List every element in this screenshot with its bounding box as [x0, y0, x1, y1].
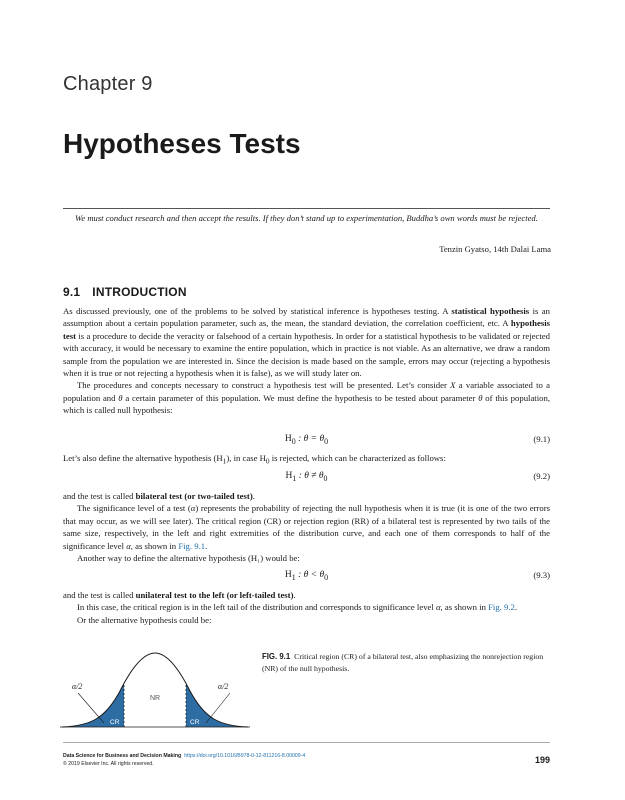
epigraph-rule: [63, 208, 550, 209]
term-hypothesis-test: hypothesis test: [63, 318, 550, 341]
paragraph: The significance level of a test (α) represents the probability of rejecting the null hypothesis when it is true (it is one of the two errors that may occur, as we will see later). The critical region (CR) or rejection region (RR) of a bilateral test is represented by two tails of the same size, respectively, in the left and right extremities of the distribution curve, and each one of them corresponds to half of the significance level α, as shown in Fig. 9.1.: [63, 503, 550, 551]
book-title: Data Science for Business and Decision Making: [63, 753, 182, 759]
epigraph-quote: We must conduct research and then accept the results. If they don’t stand up to experimentation, Buddha’s own words must be rejected.: [75, 213, 538, 223]
paragraph: The procedures and concepts necessary to construct a hypothesis test will be presented. Let’s consider X a variable associated to a population and θ a certain parameter of this population. We must define the hypothesis to be tested about parameter θ of this population, which is called null hypothesis:: [63, 380, 550, 416]
paragraph: Another way to define the alternative hypothesis (H₁) would be:: [77, 553, 300, 564]
doi-link[interactable]: https://doi.org/10.1016/B978-0-12-811216-8.00009-4: [184, 753, 306, 759]
right-pointer: [206, 693, 230, 723]
copyright: © 2019 Elsevier Inc. All rights reserved.: [63, 761, 154, 767]
equation-number: (9.3): [533, 570, 550, 580]
right-cr-label: CR: [190, 719, 200, 726]
term-bilateral-test: bilateral test (or two-tailed test): [135, 491, 253, 501]
equation-9-1: $H_0$ : $\theta = \theta_0$ (9.1): [284, 434, 550, 446]
figure-9-1-graphic: [60, 645, 250, 735]
body-block-1: [63, 305, 550, 417]
fig-9-1-link[interactable]: Fig. 9.1: [178, 540, 206, 551]
body-block-2: [63, 452, 550, 468]
section-heading: [63, 285, 187, 299]
paragraph: In this case, the critical region is in the left tail of the distribution and corresponds to significance level α, as shown in Fig. 9.2.: [77, 602, 518, 613]
chapter-title: Hypotheses Tests: [63, 128, 301, 159]
equation-number: (9.2): [533, 471, 550, 481]
figure-caption: [262, 651, 552, 674]
equation-9-2: $H_1$ : $\theta \ne \theta_0$ (9.2): [285, 471, 550, 483]
footer-info: [63, 752, 305, 768]
paragraph: As discussed previously, one of the problems to be solved by statistical inference is hypotheses testing. A statistical hypothesis is an assumption about a certain population parameter, such as, the mean, the standard deviation, the correlation coefficient, etc. A hypothesis test is a procedure to decide the veracity or falsehood of a certain hypothesis. In order for a statistical hypothesis to be validated or rejected with accuracy, it would be necessary to examine the entire population, which in practice is not viable. As an alternative, we draw a random sample from the population we are interested in. Since the decision is made based on the sample, errors may occur (rejecting a hypothesis when it is true or not rejecting a hypothesis when it is false), as we will study later on.: [63, 306, 550, 379]
page-number: 199: [534, 755, 550, 765]
paragraph: and the test is called bilateral test (or two-tailed test).: [63, 491, 255, 501]
footer-rule: [63, 742, 550, 743]
left-alpha-label: α/2: [72, 682, 83, 691]
paragraph: Or the alternative hypothesis could be:: [77, 614, 212, 625]
fig-9-2-link[interactable]: Fig. 9.2: [488, 602, 515, 613]
body-block-4: [63, 589, 550, 626]
figure-label: FIG. 9.1: [262, 652, 291, 661]
term-statistical-hypothesis: statistical hypothesis: [451, 306, 530, 316]
section-title: INTRODUCTION: [92, 285, 187, 299]
right-alpha-label: α/2: [218, 682, 229, 691]
equation-number: (9.1): [533, 434, 550, 444]
paragraph: Let’s also define the alternative hypothesis $(H_1)$, in case $H_0$ is rejected, which can be characterized as follows:: [63, 453, 446, 466]
nr-label: NR: [150, 695, 161, 702]
left-cr-label: CR: [110, 719, 120, 726]
term-left-tailed-test: unilateral test to the left (or left-tailed test): [135, 590, 294, 600]
paragraph: and the test is called unilateral test to the left (or left-tailed test).: [63, 590, 296, 600]
figure-caption-text: Critical region (CR) of a bilateral test, also emphasizing the nonrejection region (NR) of the null hypothesis.: [262, 652, 544, 673]
chapter-label: Chapter 9: [63, 73, 153, 95]
epigraph-attribution: Tenzin Gyatso, 14th Dalai Lama: [439, 244, 551, 254]
body-block-3: [63, 490, 550, 564]
left-pointer: [78, 693, 104, 723]
equation-9-3: $H_1$ : $\theta < \theta_0$ (9.3): [284, 570, 550, 582]
section-number: 9.1: [63, 285, 81, 299]
